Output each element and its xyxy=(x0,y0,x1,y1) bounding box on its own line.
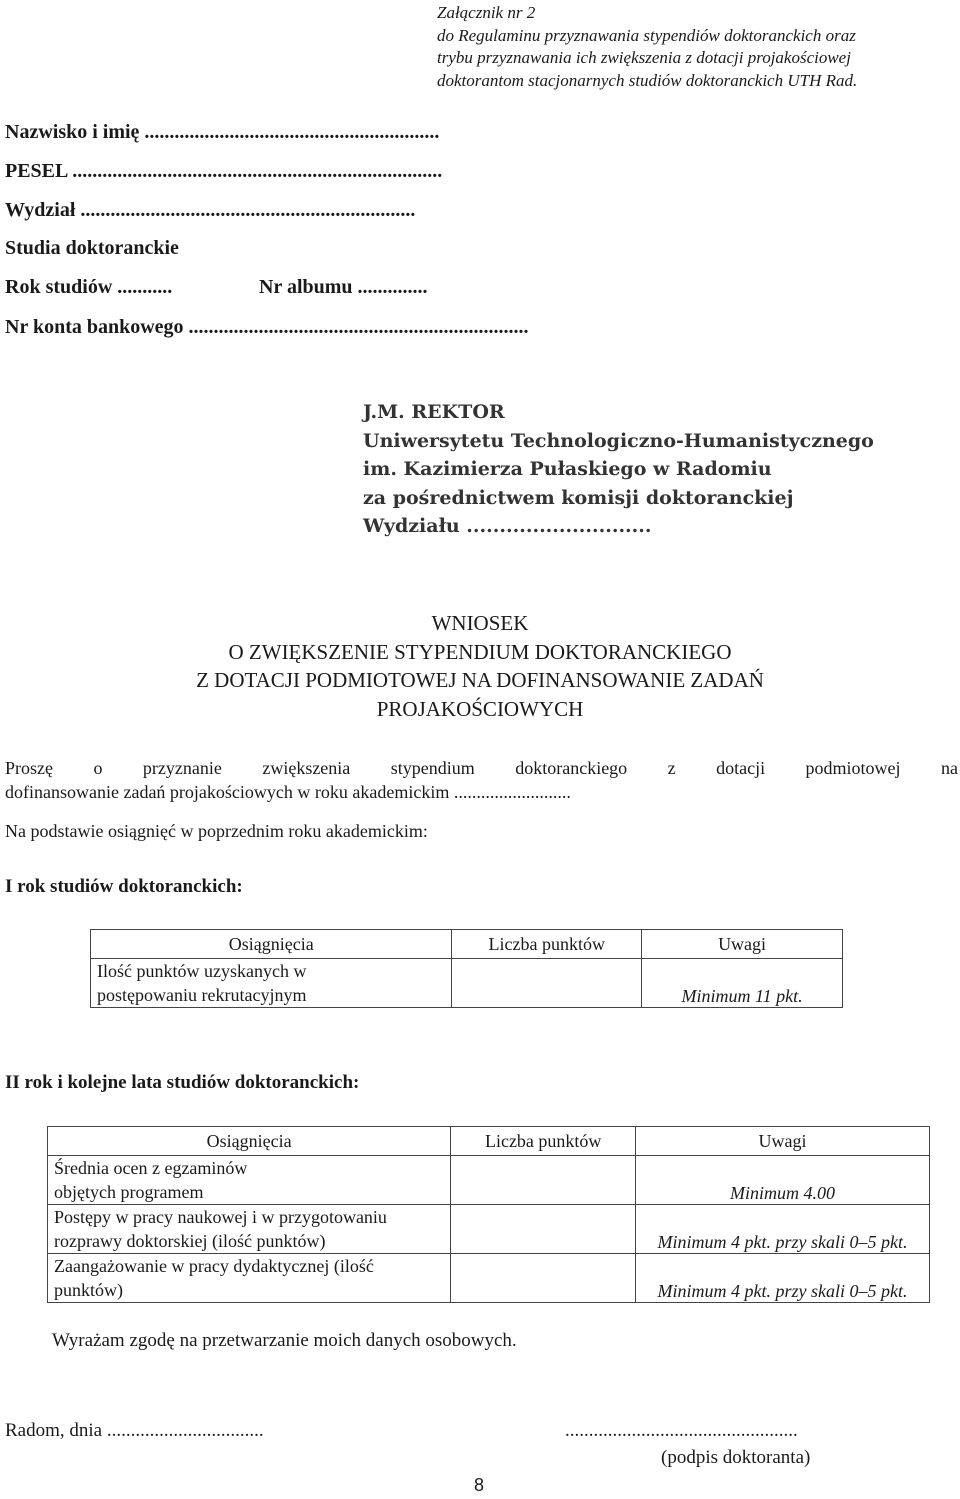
achievement-label: punktów) xyxy=(54,1280,123,1300)
annex-title: Załącznik nr 2 xyxy=(437,3,536,22)
studies-label: Studia doktoranckie xyxy=(5,237,179,259)
later-years-heading: II rok i kolejne lata studiów doktoranckich: xyxy=(5,1072,360,1093)
faculty-field: Wydział ................................................................... xyxy=(5,199,416,221)
annex-line: trybu przyznawania ich zwiększenia z dotacji projakościowej xyxy=(437,48,851,67)
points-cell xyxy=(451,1254,636,1303)
album-field: Nr albumu .............. xyxy=(259,276,428,298)
achievement-label: objętych programem xyxy=(54,1182,204,1202)
remark-cell: Minimum 4 pkt. przy skali 0–5 pkt. xyxy=(636,1205,930,1254)
year-field: Rok studiów ........... xyxy=(5,276,173,298)
column-header: Liczba punktów xyxy=(451,1127,636,1156)
name-field: Nazwisko i imię ........................................................... xyxy=(5,121,440,143)
achievement-label: postępowaniu rekrutacyjnym xyxy=(97,985,307,1005)
addressee-line: Wydziału ............................ xyxy=(363,515,652,537)
table-row xyxy=(48,1254,930,1303)
column-header: Liczba punktów xyxy=(452,930,642,959)
points-cell xyxy=(451,1156,636,1205)
column-header: Osiągnięcia xyxy=(91,930,452,959)
request-line: dofinansowanie zadań projakościowych w roku akademickim .......................... xyxy=(5,782,571,802)
annex-header xyxy=(437,2,857,92)
achievement-cell xyxy=(48,1205,451,1254)
addressee-line: im. Kazimierza Pułaskiego w Radomiu xyxy=(363,458,772,480)
remark-cell: Minimum 4.00 xyxy=(636,1156,930,1205)
request-paragraph xyxy=(5,756,958,804)
addressee-line: Uniwersytetu Technologiczno-Humanistycznego xyxy=(363,429,874,452)
title-line: PROJAKOŚCIOWYCH xyxy=(376,696,584,721)
annex-line: doktorantom stacjonarnych studiów doktoranckich UTH Rad. xyxy=(437,70,858,90)
column-header: Uwagi xyxy=(642,930,843,959)
title-line: O ZWIĘKSZENIE STYPENDIUM DOKTORANCKIEGO xyxy=(228,639,732,664)
request-line: Proszę o przyznanie zwiększenia stypendium doktoranckiego z dotacji podmiotowej na xyxy=(5,758,958,778)
remark-cell: Minimum 4 pkt. przy skali 0–5 pkt. xyxy=(636,1254,930,1303)
achievement-label: Zaangażowanie w pracy dydaktycznej (ilość xyxy=(54,1256,374,1276)
table-header-row xyxy=(91,930,843,959)
document-title xyxy=(0,609,960,723)
achievement-cell xyxy=(48,1156,451,1205)
remark-cell: Minimum 11 pkt. xyxy=(642,959,843,1008)
signature-label: (podpis doktoranta) xyxy=(661,1447,811,1468)
addressee-line: J.M. REKTOR xyxy=(363,401,505,423)
first-year-table xyxy=(90,929,843,1008)
page-number: 8 xyxy=(474,1475,485,1495)
table-row xyxy=(48,1156,930,1205)
pesel-field: PESEL .......................................................................... xyxy=(5,160,443,182)
column-header: Uwagi xyxy=(636,1127,930,1156)
achievement-label: Postępy w pracy naukowej i w przygotowaniu xyxy=(54,1207,387,1227)
achievement-cell xyxy=(91,959,452,1008)
later-years-table xyxy=(47,1126,930,1303)
addressee-line: za pośrednictwem komisji doktoranckiej xyxy=(363,486,794,509)
account-field: Nr konta bankowego .................................................................... xyxy=(5,316,529,338)
achievement-label: Średnia ocen z egzaminów xyxy=(54,1158,248,1178)
title-line: WNIOSEK xyxy=(431,611,529,635)
achievement-label: Ilość punktów uzyskanych w xyxy=(97,961,307,981)
place-date-field: Radom, dnia ................................. xyxy=(5,1420,264,1441)
title-line: Z DOTACJI PODMIOTOWEJ NA DOFINANSOWANIE ZADAŃ xyxy=(196,668,764,692)
annex-line: do Regulaminu przyznawania stypendiów doktoranckich oraz xyxy=(437,25,856,45)
table-row xyxy=(91,959,843,1008)
column-header: Osiągnięcia xyxy=(48,1127,451,1156)
points-cell xyxy=(451,1205,636,1254)
achievement-cell xyxy=(48,1254,451,1303)
consent-statement: Wyrażam zgodę na przetwarzanie moich danych osobowych. xyxy=(52,1330,517,1351)
points-cell xyxy=(452,959,642,1008)
signature-line: ................................................. xyxy=(565,1420,798,1441)
table-row xyxy=(48,1205,930,1254)
achievement-label: rozprawy doktorskiej (ilość punktów) xyxy=(54,1231,326,1251)
basis-text: Na podstawie osiągnięć w poprzednim roku akademickim: xyxy=(5,821,428,841)
first-year-heading: I rok studiów doktoranckich: xyxy=(5,876,243,897)
addressee-block xyxy=(363,398,874,541)
table-header-row xyxy=(48,1127,930,1156)
